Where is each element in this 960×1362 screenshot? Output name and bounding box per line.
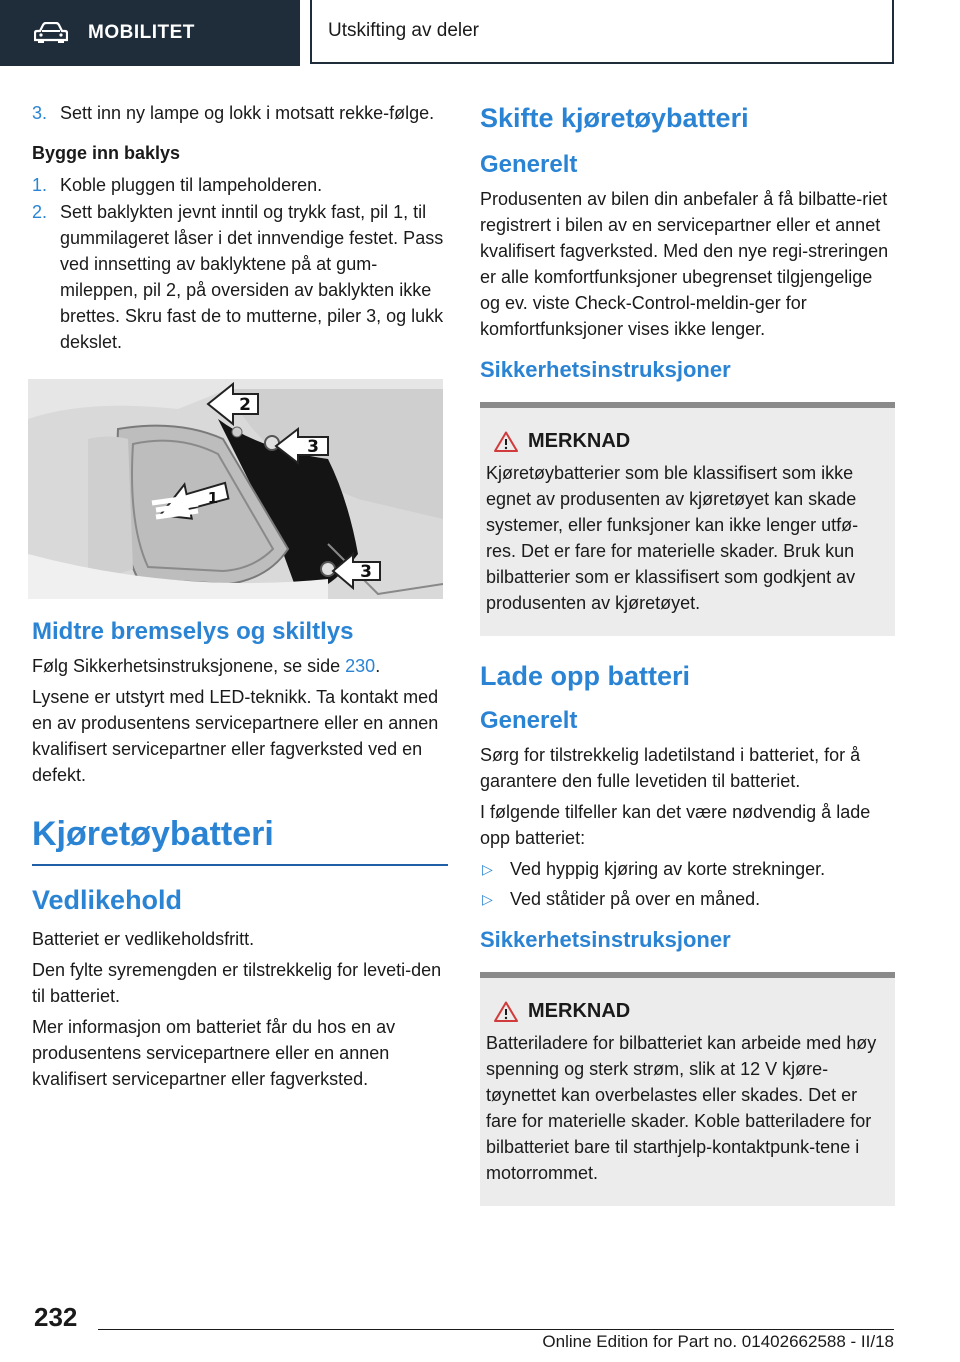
bullet-text: Ved ståtider på over en måned. [510,889,761,909]
charge-battery-heading: Lade opp batteri [480,661,691,691]
brake-light-heading: Midtre bremselys og skiltlys [32,618,354,645]
right-column [480,100,895,1224]
step-number: 2. [32,202,48,222]
left-column [32,100,448,1097]
tail-light-illustration [28,379,443,599]
triangle-bullet-icon: ▷ [482,861,493,877]
notice-title: MERKNAD [528,430,631,452]
notice-header [486,998,887,1024]
warning-icon [494,431,518,452]
general-heading: Generelt [480,151,578,178]
tail-light-figure [28,379,443,599]
general-paragraph: Produsenten av bilen din anbefaler å få bilbatte-riet registrert i bilen av en servicepartner eller et annet kvalifisert fagverksted. Med den nye regi-streringen er alle komfortfunksjoner ubegrenset tilgjengelige og ev. viste Check-Control-meldin-ger for komfortfunksjoner vises ikke lenger. [480,189,889,339]
brake-paragraph-1 [32,653,448,679]
notice-text: Kjøretøybatterier som ble klassifisert som ikke egnet av produsenten av kjøretøyet kan skade systemer, eller funksjoner kan ikke lenger utfø-res. Det er fare for materielle skader. Bruk kun bilbatterier som er klassifisert som godkjent av produsenten av kjøretøyet. [486,463,859,613]
footer-divider [98,1329,894,1330]
general-paragraph-3: I følgende tilfeller kan det være nødvendig å lade opp batteriet: [480,802,871,848]
notice-header [486,428,887,454]
chapter-title: MOBILITET [88,22,195,43]
figure-label: 1 [207,489,219,507]
warning-icon [494,1001,518,1022]
triangle-bullet-icon: ▷ [482,891,493,907]
brake-paragraph-text: Følg Sikkerhetsinstruksjonene, se side [32,656,346,676]
list-item [480,886,895,912]
list-item [32,199,448,355]
page-link[interactable]: 230 [345,656,376,676]
step-text: Sett inn ny lampe og lokk i motsatt rekke-følge. [60,103,435,123]
notice-title: MERKNAD [528,1000,631,1022]
safety-heading: Sikkerhetsinstruksjoner [480,357,731,382]
step-number: 3. [32,103,48,123]
page-footer [0,1300,960,1362]
step-number: 1. [32,175,48,195]
install-heading: Bygge inn baklys [32,143,181,163]
car-icon [34,22,68,44]
safety-heading-2: Sikkerhetsinstruksjoner [480,927,731,952]
notice-box-2 [480,972,895,1206]
edition-note: Online Edition for Part no. 01402662588 - II/18 [542,1332,894,1351]
figure-label: 2 [239,395,251,415]
maintenance-paragraph-3: Mer informasjon om batteriet får du hos en av produsentens servicepartnere eller en annen kvalifisert servicepartner eller fagverksted. [32,1017,396,1089]
figure-label: 3 [360,562,372,582]
maintenance-paragraph-1: Batteriet er vedlikeholdsfritt. [32,929,255,949]
page-number: 232 [34,1302,78,1332]
replace-battery-heading: Skifte kjøretøybatteri [480,103,749,133]
list-item [32,100,448,126]
page-header [0,0,960,66]
section-title: Utskifting av deler [328,20,480,41]
notice-box [480,402,895,636]
step-text: Sett baklykten jevnt inntil og trykk fast, pil 1, til gummilageret låser i det innvendige festet. Pass ved innsetting av baklyktene på at gum-mileppen, pil 2, på oversiden av baklykten ikke brettes. Skru fast de to mutterne, piler 3, og lukk dekslet. [60,202,444,352]
bullet-text: Ved hyppig kjøring av korte strekninger. [510,859,826,879]
battery-chapter-title: Kjøretøybatteri [32,814,448,866]
step-text: Koble pluggen til lampeholderen. [60,175,323,195]
notice-text: Batteriladere for bilbatteriet kan arbeide med høy spenning og sterk strøm, slik at 12 V kjøre-tøynettet kan overbelastes eller skades. Det er fare for materielle skader. Koble batteriladere for bilbatteriet bare til starthjelp-kontaktpunk-tene i motorrommet. [486,1033,877,1183]
maintenance-paragraph-2: Den fylte syremengden er tilstrekkelig for leveti-den til batteriet. [32,960,442,1006]
section-tab[interactable] [310,0,894,64]
general-paragraph-2: Sørg for tilstrekkelig ladetilstand i batteriet, for å garantere den fulle levetiden til batteriet. [480,745,861,791]
chapter-tab[interactable] [0,0,300,66]
list-item [480,856,895,882]
list-item [32,172,448,198]
maintenance-heading: Vedlikehold [32,885,183,915]
brake-paragraph-2: Lysene er utstyrt med LED-teknikk. Ta kontakt med en av produsentens servicepartnere eller en annen kvalifisert servicepartner eller fagverksted ved en defekt. [32,687,439,785]
brake-paragraph-end: . [375,656,381,676]
figure-label: 3 [307,437,319,457]
general-heading-2: Generelt [480,707,578,734]
